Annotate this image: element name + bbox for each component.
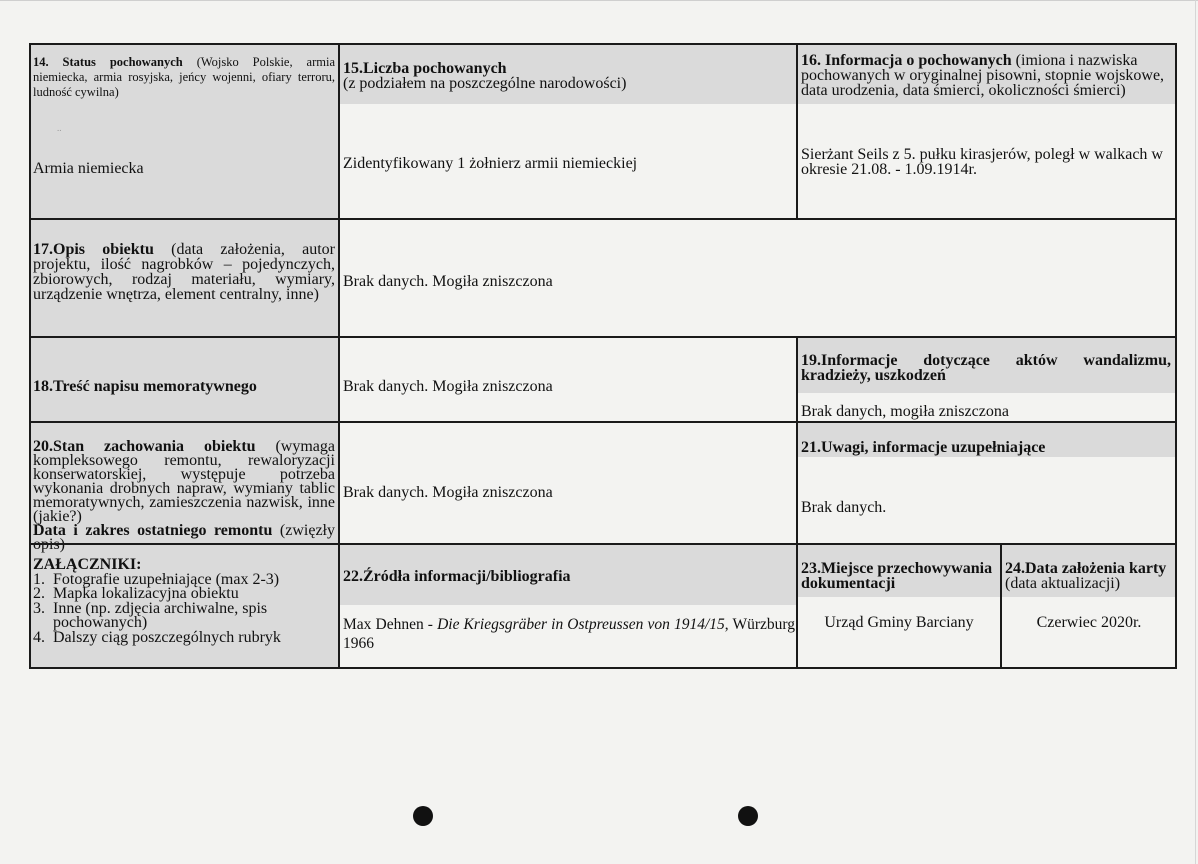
punch-hole (738, 806, 758, 826)
row-divider (29, 543, 1177, 545)
attachment-item: 3. Inne (np. zdjęcia archiwalne, spis pochowanych) (33, 599, 268, 631)
attachment-item: 2. Mapka lokalizacyjna obiektu (33, 585, 239, 602)
cell-20-value: Brak danych. Mogiła zniszczona (343, 484, 553, 501)
cell-17-value: Brak danych. Mogiła zniszczona (343, 273, 553, 290)
cell-14-value: Armia niemiecka (33, 160, 144, 177)
cell-18-value: Brak danych. Mogiła zniszczona (343, 378, 553, 395)
table-border-bottom (29, 667, 1177, 669)
row-divider (29, 421, 1177, 423)
cell-19-label: 19.Informacje dotyczące aktów wandalizmu, kradzieży, uszkodzeń (801, 352, 1171, 384)
cell-24-label: 24.Data założenia karty (data aktualizacji) (1005, 560, 1167, 592)
punch-hole (413, 806, 433, 826)
attachments-block (33, 558, 335, 645)
cell-15-value: Zidentyfikowany 1 żołnierz armii niemieckiej (343, 155, 638, 172)
cell-22-value: Max Dehnen - Die Kriegsgräber in Ostpreussen von 1914/15, Würzburg 1966 (343, 616, 795, 652)
cell-16-value: Sierżant Seils z 5. pułku kirasjerów, poległ w walkach w okresie 21.08. - 1.09.1914r. (801, 146, 1163, 178)
row-divider (29, 336, 1177, 338)
stray-mark: .. (57, 123, 62, 133)
column-divider (796, 43, 798, 220)
column-divider (1000, 545, 1002, 669)
column-divider (796, 338, 798, 669)
cell-21-value: Brak danych. (801, 499, 887, 516)
cell-23-value: Urząd Gminy Barciany (824, 614, 974, 631)
cell-17-label: 17.Opis obiektu (data założenia, autor projektu, ilość nagrobków – pojedynczych, zbiorowych, rodzaj materiału, wymiary, urządzenie wnętrza, element centralny, inne) (33, 241, 335, 303)
row-divider (29, 218, 1177, 220)
page-edge (0, 0, 1198, 1)
page-edge-right (1195, 0, 1196, 864)
cell-14-label: 14. Status pochowanych (Wojsko Polskie, armia niemiecka, armia rosyjska, jeńcy wojenni, ofiary terroru, ludność cywilna) (33, 55, 335, 99)
table-border-right (1175, 43, 1177, 669)
attachments-title: ZAŁĄCZNIKI: (33, 556, 142, 573)
attachment-item: 4. Dalszy ciąg poszczególnych rubryk (33, 628, 281, 646)
cell-19-value: Brak danych, mogiła zniszczona (801, 403, 1009, 420)
cell-22-label: 22.Źródła informacji/bibliografia (343, 568, 571, 585)
attachments-list (33, 570, 335, 646)
cell-23-label: 23.Miejsce przechowywania dokumentacji (801, 560, 993, 592)
cell-20-label: 20.Stan zachowania obiektu (wymaga kompleksowego remontu, rewaloryzacji konserwatorskiej, występuje potrzeba wykonania drobnych napraw, wymiany tablic memoratywnych, zamieszczenia nazwisk, inne (jakie?) Data i zakres ostatniego remontu (zwięzły (33, 438, 336, 539)
attachment-item: 1. Fotografie uzupełniające (max 2-3) (33, 570, 280, 588)
table-border-top (29, 43, 1177, 45)
cell-21-label: 21.Uwagi, informacje uzupełniające (801, 439, 1046, 456)
cell-15-label: 15.Liczba pochowanych (z podziałem na poszczególne narodowości) (343, 60, 627, 92)
column-divider (338, 43, 340, 669)
cell-18-label: 18.Treść napisu memoratywnego (33, 378, 257, 395)
cell-24-value: Czerwiec 2020r. (1036, 614, 1142, 631)
cell-16-label: 16. Informacja o pochowanych (imiona i nazwiska pochowanych w oryginalnej pisowni, stopnie wojskowe, data urodzenia, data śmierci, okoliczności śmierci) (801, 52, 1165, 99)
table-border-left (29, 43, 31, 669)
